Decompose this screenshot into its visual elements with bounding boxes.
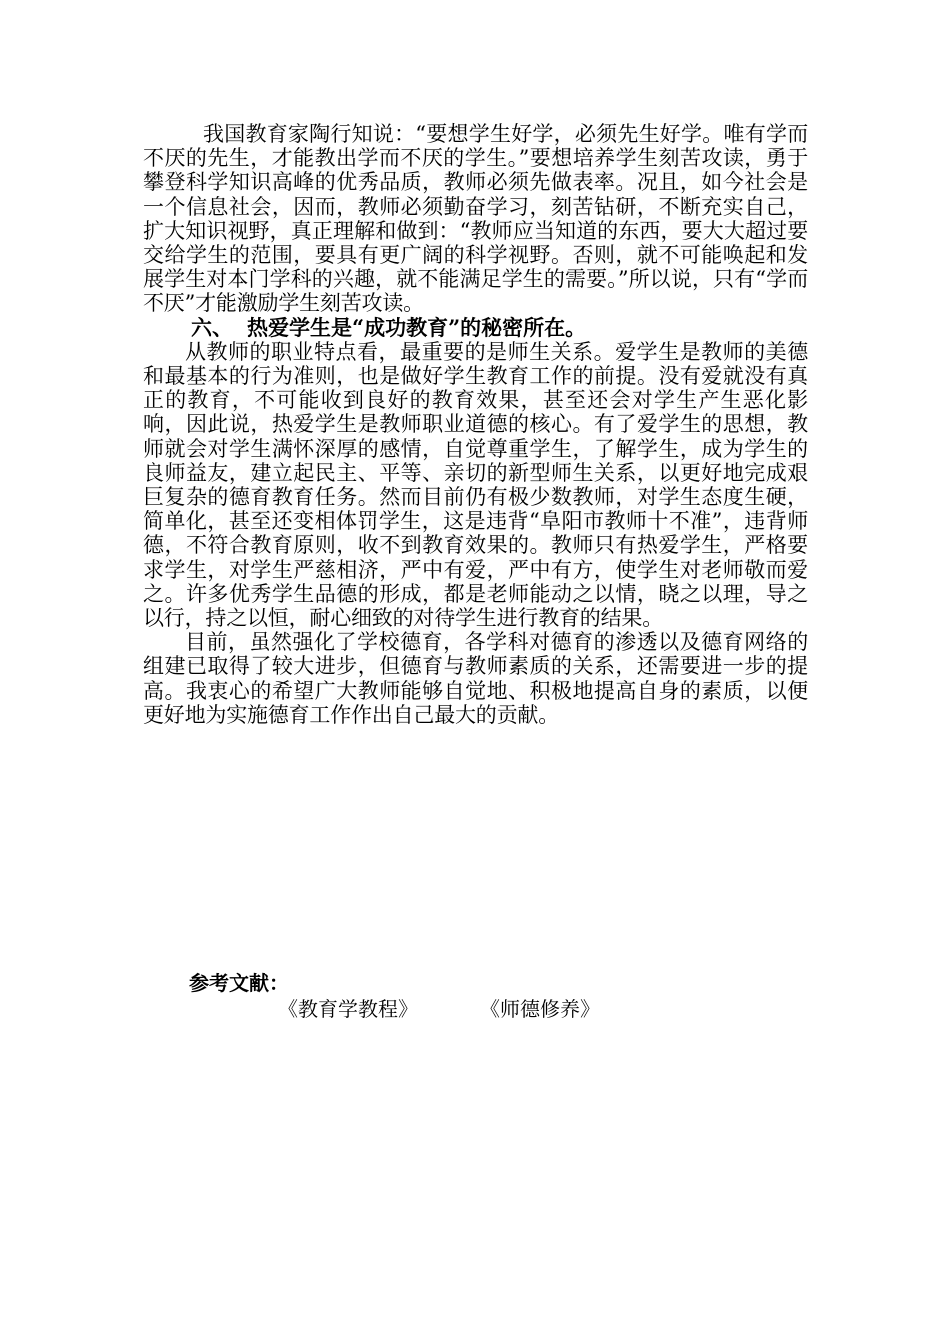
document-body [143, 122, 808, 727]
reference-item: 《教育学教程》 [278, 997, 418, 1021]
section-title: 热爱学生是“成功教育”的秘密所在。 [247, 314, 587, 340]
section-heading-6 [143, 316, 808, 340]
section-number: 六、 [191, 314, 233, 340]
paragraph-teacher-learning: 我国教育家陶行知说：“要想学生好学，必须先生好学。唯有学而不厌的先生，才能教出学而不厌的学生。”要想培养学生刻苦攻读，勇于攀登科学知识高峰的优秀品质，教师必须先做表率。况且，如今社会是一个信息社会，因而，教师必须勤奋学习，刻苦钻研，不断充实自己，扩大知识视野，真正理解和做到：“教师应当知道的东西，要大大超过要交给学生的范围，要具有更广阔的科学视野。否则，就不可能唤起和发展学生对本门学科的兴趣，就不能满足学生的需要。”所以说，只有“学而不厌”才能激励学生刻苦攻读。 [143, 122, 808, 316]
references-title: 参考文献： [189, 971, 289, 995]
references-list [278, 996, 600, 1022]
reference-item: 《师德修养》 [480, 997, 600, 1021]
paragraph-love-students: 从教师的职业特点看，最重要的是师生关系。爱学生是教师的美德和最基本的行为准则，也是做好学生教育工作的前提。没有爱就没有真正的教育，不可能收到良好的教育效果，甚至还会对学生产生恶化影响，因此说，热爱学生是教师职业道德的核心。有了爱学生的思想，教师就会对学生满怀深厚的感情，自觉尊重学生，了解学生，成为学生的良师益友，建立起民主、平等、亲切的新型师生关系，以更好地完成艰巨复杂的德育教育任务。然而目前仍有极少数教师，对学生态度生硬，简单化，甚至还变相体罚学生，这是违背“阜阳市教师十不准”，违背师德，不符合教育原则，收不到教育效果的。教师只有热爱学生，严格要求学生，对学生严慈相济，严中有爱，严中有方，使学生对老师敬而爱之。许多优秀学生品德的形成，都是老师能动之以情，晓之以理，导之以行，持之以恒，耐心细致的对待学生进行教育的结果。 [143, 339, 808, 631]
paragraph-conclusion: 目前，虽然强化了学校德育，各学科对德育的渗透以及德育网络的组建已取得了较大进步，但德育与教师素质的关系，还需要进一步的提高。我衷心的希望广大教师能够自觉地、积极地提高自身的素质，以便更好地为实施德育工作作出自己最大的贡献。 [143, 630, 808, 727]
